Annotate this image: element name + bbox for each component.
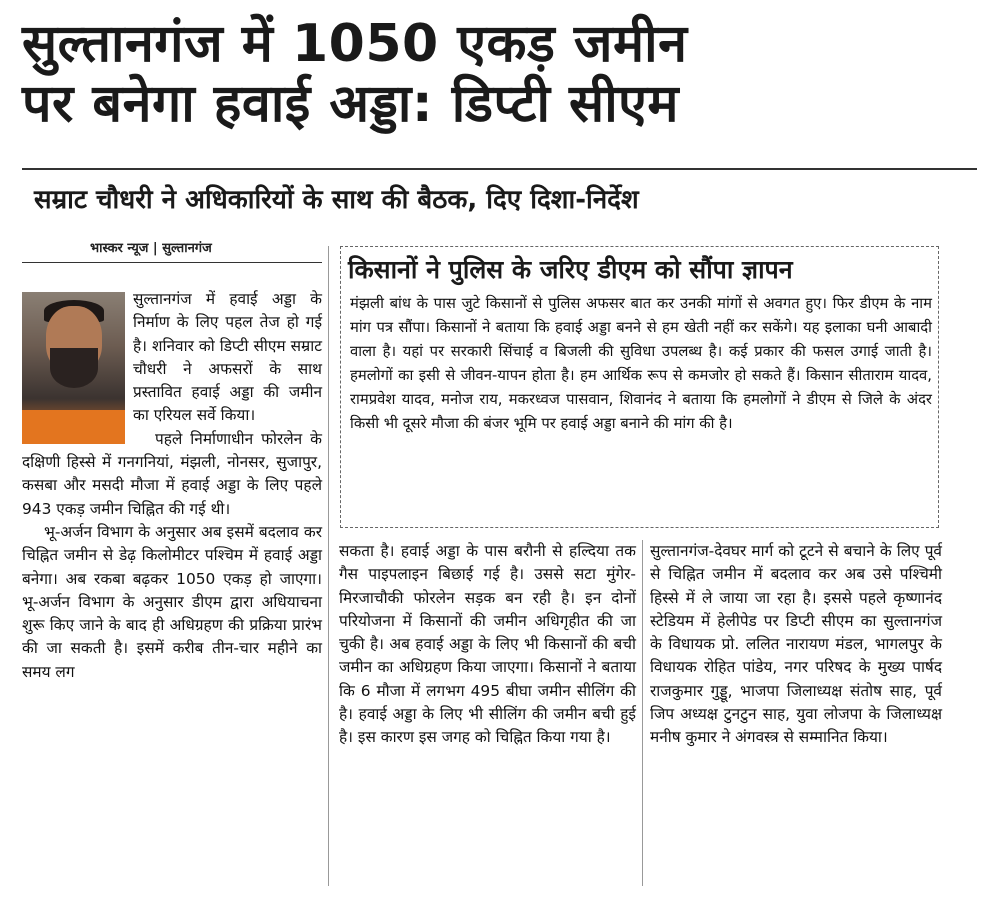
column-3-text: सुल्तानगंज-देवघर मार्ग को टूटने से बचाने के लिए पूर्व से चिह्नित जमीन में बदलाव कर अब उसे पश्चिमी हिस्से में ले जाया जा रहा है। इससे पहले कृष्णानंद स्टेडियम में हेलीपेड पर डिप्टी सीएम का सुल्तानगंज के विधायक प्रो. ललित नारायण मंडल, भागलपुर के विधायक रोहित पांडेय, नगर परिषद के मुख्य पार्षद राजकुमार गुड्डू, भाजपा जिलाध्यक्ष संतोष साह, पूर्व जिप अध्यक्ष टुनटुन साह, युवा लोजपा के जिलाध्यक्ष मनीष कुमार ने अंगवस्त्र से सम्मानित किया।: [650, 542, 942, 747]
column-divider-1: [328, 246, 329, 886]
paragraph-1-text: सुल्तानगंज में हवाई अड्डा के निर्माण के लिए पहल तेज हो गई है। शनिवार को डिप्टी सीएम सम्राट चौधरी ने अफसरों के साथ प्रस्तावित हवाई अड्डा की जमीन का एरियल सर्वे किया।: [133, 290, 322, 425]
subheadline: सम्राट चौधरी ने अधिकारियों के साथ की बैठक, दिए दिशा-निर्देश: [34, 185, 639, 215]
sidebar-box-text: मंझली बांध के पास जुटे किसानों से पुलिस अफसर बात कर उनकी मांगों से अवगत हुए। फिर डीएम के नाम मांग पत्र सौंपा। किसानों ने बताया कि हवाई अड्डा बनने से हम खेती नहीं कर सकेंगे। यह इलाका घनी आबादी वाला है। यहां पर सरकारी सिंचाई व बिजली की सुविधा उपलब्ध है। कई प्रकार की फसल उगाई जाती है। हमलोगों का इसी से जीवन-यापन होता है। हम आर्थिक रूप से कमजोर हो सकते हैं। किसान सीताराम यादव, रामप्रवेश यादव, मनोज राय, मकरध्वज पासवान, शिवानंद ने बताया कि हमलोगों ने डीएम से जिले के अंदर किसी भी दूसरे मौजा की बंजर भूमि पर हवाई अड्डा बनाने की मांग की है।: [350, 295, 932, 432]
byline: भास्कर न्यूज | सुल्तानगंज: [90, 241, 212, 256]
article-column-1: [22, 288, 322, 684]
headline-divider: [22, 168, 977, 170]
sidebar-box-title: किसानों ने पुलिस के जरिए डीएम को सौंपा ज्ञापन: [348, 255, 793, 284]
paragraph-2: पहले निर्माणाधीन फोरलेन के दक्षिणी हिस्से में गनगनियां, मंझली, नोनसर, सुजापुर, कसबा और मसदी मौजा में हवाई अड्डा के लिए पहले 943 एकड़ जमीन चिह्नित की गई थी।: [22, 429, 322, 518]
photo-beard: [50, 348, 98, 388]
headline: [22, 14, 982, 134]
article-column-2: [339, 540, 636, 750]
headline-line-2: पर बनेगा हवाई अड्डा: डिप्टी सीएम: [22, 74, 680, 134]
byline-divider: [22, 262, 322, 263]
photo-scarf: [22, 410, 125, 444]
article-column-3: [650, 540, 942, 750]
column-2-text: सकता है। हवाई अड्डा के पास बरौनी से हल्दिया तक गैस पाइपलाइन बिछाई गई है। उससे सटा मुंगेर-मिरजाचौकी फोरलेन सड़क बन रही है। इन दोनों परियोजना में किसानों की जमीन अधिगृहीत की जा चुकी है। अब हवाई अड्डा के लिए भी किसानों की बची जमीन का अधिग्रहण किया जाएगा। किसानों ने बताया कि 6 मौजा में लगभग 495 बीघा जमीन सीलिंग की है। हवाई अड्डा के लिए भी सीलिंग की जमीन बची हुई है। इस कारण इस जगह को चिह्नित किया गया है।: [339, 542, 636, 747]
person-photo: [22, 292, 125, 444]
column-divider-2: [642, 540, 643, 886]
paragraph-1: [22, 288, 322, 428]
paragraph-3: भू-अर्जन विभाग के अनुसार अब इसमें बदलाव कर चिह्नित जमीन से डेढ़ किलोमीटर पश्चिम में हवाई अड्डा बनेगा। अब रकबा बढ़कर 1050 एकड़ हो जाएगा। भू-अर्जन विभाग के अनुसार डीएम द्वारा अधियाचना शुरू किए जाने के बाद ही अधिग्रहण की प्रक्रिया प्रारंभ की जा सकती है। इसमें करीब तीन-चार महीने का समय लग: [22, 522, 322, 681]
headline-line-1: सुल्तानगंज में 1050 एकड़ जमीन: [22, 14, 688, 74]
